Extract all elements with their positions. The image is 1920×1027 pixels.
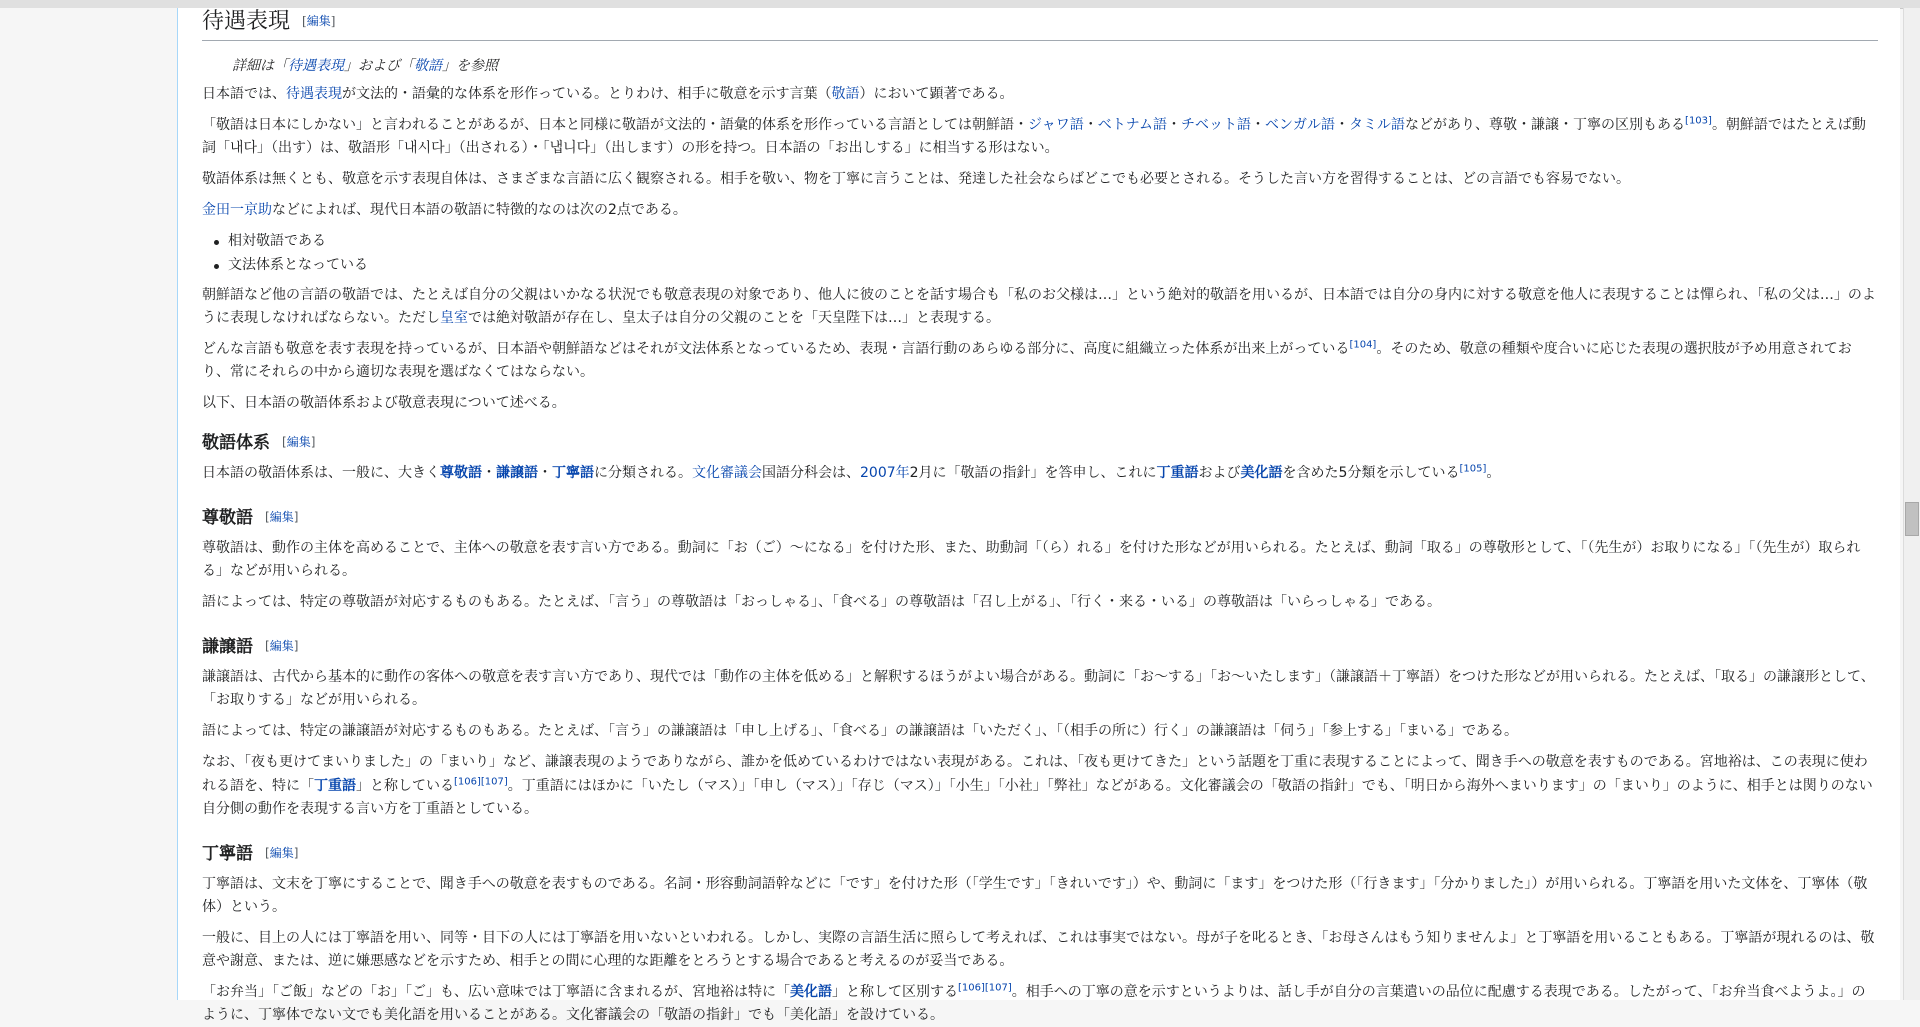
text: ・ [1083, 117, 1098, 134]
section-heading-sonkeigo [202, 507, 1878, 529]
edit-section: [編集] [265, 509, 299, 524]
text: 。朝鮮語ではたとえば動詞「내다」（出す）は、敬語形「내시다」（出される）・「냅니다」（出します）の形を持つ。日本語の「お出しする」に相当する形はない。 [202, 117, 1866, 157]
text: ・ [1251, 117, 1266, 134]
text: なお、「夜も更けてまいりました」の「まいり」など、謙譲表現のようでありながら、誰かを低めているわけではない表現がある。これは、「夜も更けてきた」という話題を丁重に表現することによって、聞き手への敬意を表すものである。宮地裕は、この表現に使われる語を、特に「 [202, 754, 1868, 794]
section-heading-teineigo [202, 843, 1878, 865]
link-2007[interactable]: 2007年 [860, 464, 910, 481]
article-content [177, 8, 1900, 1024]
paragraph: 敬語体系は無くとも、敬意を示す表現自体は、さまざまな言語に広く観察される。相手を敬い、物を丁寧に言うことは、発達した社会ならばどこでも必要とされる。そうした言い方を習得することは、どの言語でも容易でない。 [202, 171, 1630, 188]
text: 2月に「敬語の指針」を答申し、これに [909, 464, 1157, 481]
text: ・ [1167, 117, 1182, 134]
reference [454, 776, 508, 787]
text: 。 [1486, 464, 1501, 481]
paragraph: 謙譲語は、古代から基本的に動作の客体への敬意を表す言い方であり、現代では「動作の主体を低める」と解釈するほうがよい場合がある。動詞に「お〜する」「お〜いたします」（謙譲語＋丁寧語）をつけた形などが用いられる。たとえば、「取る」の謙譲形として、「お取りする」などが用いられる。 [202, 669, 1875, 709]
paragraph [202, 83, 1878, 106]
section-heading-keigo-taikei [202, 432, 1878, 454]
reference [1349, 340, 1376, 351]
section-heading-kenjogo [202, 636, 1878, 658]
link-bengali[interactable]: ベンガル語 [1265, 117, 1336, 134]
left-sidebar [0, 8, 177, 1000]
scrollbar-thumb[interactable] [1905, 502, 1919, 536]
edit-link[interactable]: 編集 [269, 845, 294, 860]
reference [1459, 463, 1486, 474]
list-item: 相対敬語である [228, 230, 1878, 254]
link-teichogo[interactable]: 丁重語 [1156, 464, 1199, 481]
link-bikago[interactable]: 美化語 [1240, 464, 1283, 481]
link-javanese[interactable]: ジャワ語 [1028, 117, 1084, 134]
link-koshitsu[interactable]: 皇室 [440, 310, 468, 327]
link-sonkeigo[interactable]: 尊敬語 [440, 464, 482, 481]
text: を含めた5分類を示している [1282, 464, 1460, 481]
edit-link[interactable]: 編集 [306, 14, 331, 29]
text: では絶対敬語が存在し、皇太子は自分の父親のことを「天皇陛下は…」と表現する。 [468, 310, 1000, 327]
paragraph [202, 981, 1878, 1027]
text: に分類される。 [594, 464, 692, 481]
text: ・ [1335, 117, 1350, 134]
paragraph [202, 462, 1878, 485]
paragraph: 丁寧語は、文末を丁寧にすることで、聞き手への敬意を表すものである。名詞・形容動詞語幹などに「です」を付けた形（「学生です」「きれいです」）や、動詞に「ます」をつけた形（「行きます」「分かりました」）が用いられる。丁寧語を用いた文体を、丁寧体（敬体）という。 [202, 875, 1868, 915]
paragraph: 語によっては、特定の尊敬語が対応するものもある。たとえば、「言う」の尊敬語は「おっしゃる」、「食べる」の尊敬語は「召し上がる」、「行く・来る・いる」の尊敬語は「いらっしゃる」である。 [202, 593, 1441, 610]
section-title: 待遇表現 [202, 9, 291, 34]
hatnote-text: 」を参照 [442, 57, 498, 74]
reference-link[interactable]: [106] [958, 982, 985, 994]
text: 。丁重語にはほかに「いたし（マス）」「申し（マス）」「存じ（マス）」「小生」「小社」「弊社」などがある。文化審議会の「敬語の指針」でも、「明日から海外へまいります」の「まいり」のように、相手とは関りのない自分側の動作を表現する言い方を丁重語としている。 [202, 777, 1873, 817]
link-keigo[interactable]: 敬語 [831, 85, 860, 102]
edit-section: [編集] [265, 845, 299, 860]
link-bikago[interactable]: 美化語 [790, 984, 832, 1001]
text: 朝鮮語など他の言語の敬語では、たとえば自分の父親はいかなる状況でも敬意表現の対象であり、他人に彼のことを話す場合も「私のお父様は…」という絶対的敬語を用いるが、日本語では自分の身内に対する敬意を他人に表現することは憚られ、「私の父は…」のように表現しなければならない。ただし [202, 287, 1876, 327]
link-tamil[interactable]: タミル語 [1349, 117, 1406, 134]
reference-link[interactable]: [107] [480, 775, 508, 787]
link-taigu-hyogen[interactable]: 待遇表現 [288, 57, 344, 74]
paragraph [202, 199, 1878, 222]
edit-link[interactable]: 編集 [269, 639, 294, 654]
hatnote [202, 55, 1878, 77]
reference-link[interactable]: [106] [454, 775, 481, 787]
text: 」と称して区別する [832, 984, 958, 1001]
reference [1685, 115, 1712, 126]
reference-link[interactable]: [105] [1459, 462, 1487, 474]
vertical-scrollbar[interactable] [1903, 8, 1920, 1000]
paragraph: 以下、日本語の敬語体系および敬意表現について述べる。 [202, 395, 566, 412]
text: ・ [538, 464, 552, 481]
section-title: 敬語体系 [202, 432, 270, 453]
paragraph: 尊敬語は、動作の主体を高めることで、主体への敬意を表す言い方である。動詞に「お（ご）〜になる」を付けた形、また、助動詞「（ら）れる」を付けた形などが用いられる。たとえば、動詞「取る」の尊敬形として、「（先生が）お取りになる」「（先生が）取られる」などが用いられる。 [202, 539, 1861, 579]
section-title: 謙譲語 [202, 637, 253, 658]
edit-link[interactable]: 編集 [269, 509, 294, 524]
link-tibetan[interactable]: チベット語 [1181, 117, 1252, 134]
link-teichogo[interactable]: 丁重語 [314, 777, 356, 794]
text: 日本語では、 [202, 85, 286, 102]
paragraph: 語によっては、特定の謙譲語が対応するものもある。たとえば、「言う」の謙譲語は「申し上げる」、「食べる」の謙譲語は「いただく」、「（相手の所に）行く」の謙譲語は「伺う」「参上する」「まいる」である。 [202, 723, 1518, 740]
bullet-list [202, 230, 1878, 278]
text: などによれば、現代日本語の敬語に特徴的なのは次の2点である。 [272, 202, 687, 219]
edit-link[interactable]: 編集 [286, 434, 311, 449]
paragraph [202, 284, 1878, 330]
paragraph: 一般に、目上の人には丁寧語を用い、同等・目下の人には丁寧語を用いないといわれる。しかし、実際の言語生活に照らして考えれば、これは事実ではない。母が子を叱るとき、「お母さんはもう知りませんよ」と丁寧語を用いることもある。丁寧語が現れるのは、敬意や謝意、または、逆に嫌悪感などを示すため、相手との間に心理的な距離をとろうとする場合であると考えるのが妥当である。 [202, 930, 1875, 970]
link-keigo[interactable]: 敬語 [414, 57, 442, 74]
hatnote-text: 」および「 [344, 57, 414, 74]
link-kindaichi[interactable]: 金田一京助 [202, 202, 272, 219]
hatnote-text: 詳細は「 [232, 57, 288, 74]
section-title: 尊敬語 [202, 507, 253, 528]
text: などがあり、尊敬・謙譲・丁寧の区別もある [1405, 117, 1686, 134]
paragraph [202, 751, 1878, 820]
reference-link[interactable]: [104] [1349, 339, 1377, 351]
text: 「敬語は日本にしかない」と言われることがあるが、日本と同様に敬語が文法的・語彙的体系を形作っている言語としては朝鮮語・ [202, 117, 1028, 134]
edit-section: [編集] [302, 14, 336, 29]
reference [958, 983, 1012, 994]
section-heading-taigu [202, 8, 1878, 41]
text: 国語分科会は、 [762, 464, 860, 481]
link-vietnamese[interactable]: ベトナム語 [1097, 117, 1168, 134]
text: ・ [482, 464, 496, 481]
paragraph [202, 114, 1878, 160]
text: ）において顕著である。 [859, 85, 1014, 102]
link-kenjogo[interactable]: 謙譲語 [496, 464, 538, 481]
reference-link[interactable]: [103] [1685, 115, 1712, 127]
edit-section: [編集] [265, 639, 299, 654]
text: 」と称している [356, 777, 454, 794]
reference-link[interactable]: [107] [984, 982, 1012, 994]
link-taigu-hyogen[interactable]: 待遇表現 [286, 85, 342, 102]
text: 日本語の敬語体系は、一般に、大きく [202, 464, 440, 481]
text: 。相手への丁寧の意を示すというよりは、話し手が自分の言葉遣いの品位に配慮する表現である。したがって、「お弁当食べようよ。」のように、丁寧体でない文でも美化語を用いることがある。文化審議会の「敬語の指針」でも「美化語」を設けている。 [202, 984, 1866, 1024]
edit-section: [編集] [282, 434, 316, 449]
text: 。そのため、敬意の種類や度合いに応じた表現の選択肢が予め用意されており、常にそれらの中から適切な表現を選ばなくてはならない。 [202, 341, 1852, 381]
text: 「お弁当」「ご飯」などの「お」「ご」も、広い意味では丁寧語に含まれるが、宮地裕は特に「 [202, 984, 790, 1001]
text: および [1198, 464, 1241, 481]
text: が文法的・語彙的な体系を形作っている。とりわけ、相手に敬意を示す言葉（ [342, 85, 832, 102]
text: どんな言語も敬意を表す表現を持っているが、日本語や朝鮮語などはそれが文法体系となっているため、表現・言語行動のあらゆる部分に、高度に組織立った体系が出来上がっている [202, 341, 1350, 358]
link-teineigo[interactable]: 丁寧語 [552, 464, 594, 481]
section-title: 丁寧語 [202, 843, 253, 864]
link-bunka-shingikai[interactable]: 文化審議会 [692, 464, 762, 481]
list-item: 文法体系となっている [228, 254, 1878, 278]
paragraph [202, 338, 1878, 384]
